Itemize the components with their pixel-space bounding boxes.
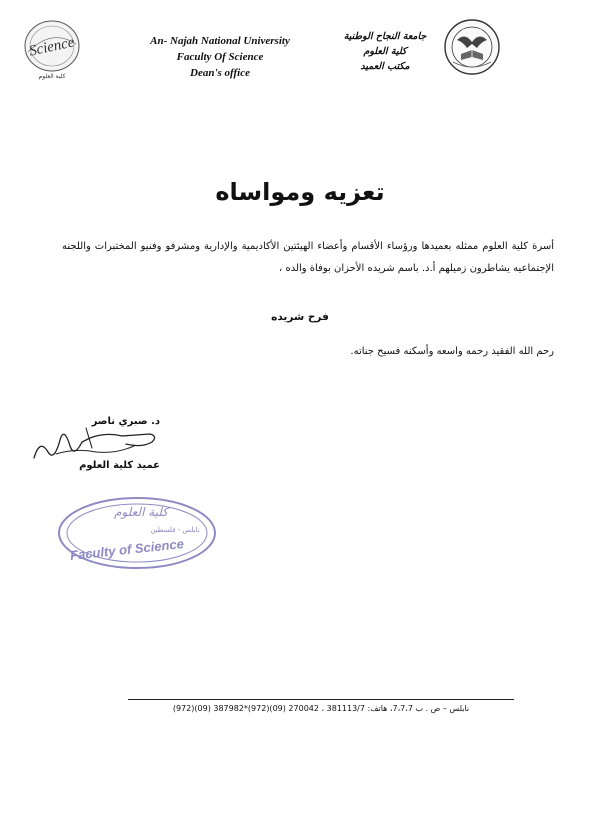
header-arabic xyxy=(330,29,440,74)
header-english xyxy=(120,33,320,81)
stamp-arabic-middle: نابلس - فلسطين xyxy=(150,526,200,534)
university-name-en: An- Najah National University xyxy=(150,35,290,47)
condolence-paragraph: أسرة كلية العلوم ممثله بعميدها ورؤساء الأقسام وأعضاء الهيئتين الأكاديمية والإدارية ومشرفو وفنيو المختبرات واللجنه الإجتماعيه يشاطرون زميلهم أ.د. باسم شريده الأحزان بوفاة والده ، xyxy=(62,241,554,274)
university-emblem-icon xyxy=(443,18,501,76)
prayer-text: رحم الله الفقيد رحمه واسعه وأسكنه فسيح جناته. xyxy=(350,346,554,357)
document-title: تعزيه ومواساه xyxy=(215,178,385,206)
faculty-name-en: Faculty Of Science xyxy=(176,51,264,63)
stamp-arabic-top: كلية العلوم xyxy=(114,505,168,519)
university-name-ar: جامعة النجاح الوطنية xyxy=(343,31,427,42)
footer-contact: نابلس – ص . ب 7،7،7، هاتف: 381113/7 ، 270042 (09)(972)*387982 (09)(972) xyxy=(172,704,470,713)
deceased-name: فرح شريده xyxy=(271,311,329,323)
science-logo xyxy=(22,18,82,80)
faculty-name-ar: كلية العلوم xyxy=(363,46,407,57)
office-name-ar: مكتب العميد xyxy=(360,61,410,72)
science-logo-caption: كلية العلوم xyxy=(38,73,66,80)
science-logo-text: Science xyxy=(27,34,76,60)
footer-divider xyxy=(128,699,514,700)
signatory-name: د. صبري ناصر xyxy=(91,416,160,427)
faculty-stamp xyxy=(55,494,220,572)
stamp-english: Faculty of Science xyxy=(69,536,185,563)
signatory-title: عميد كلية العلوم xyxy=(79,460,160,471)
office-name-en: Dean's office xyxy=(190,67,250,79)
handwritten-signature xyxy=(26,418,166,466)
